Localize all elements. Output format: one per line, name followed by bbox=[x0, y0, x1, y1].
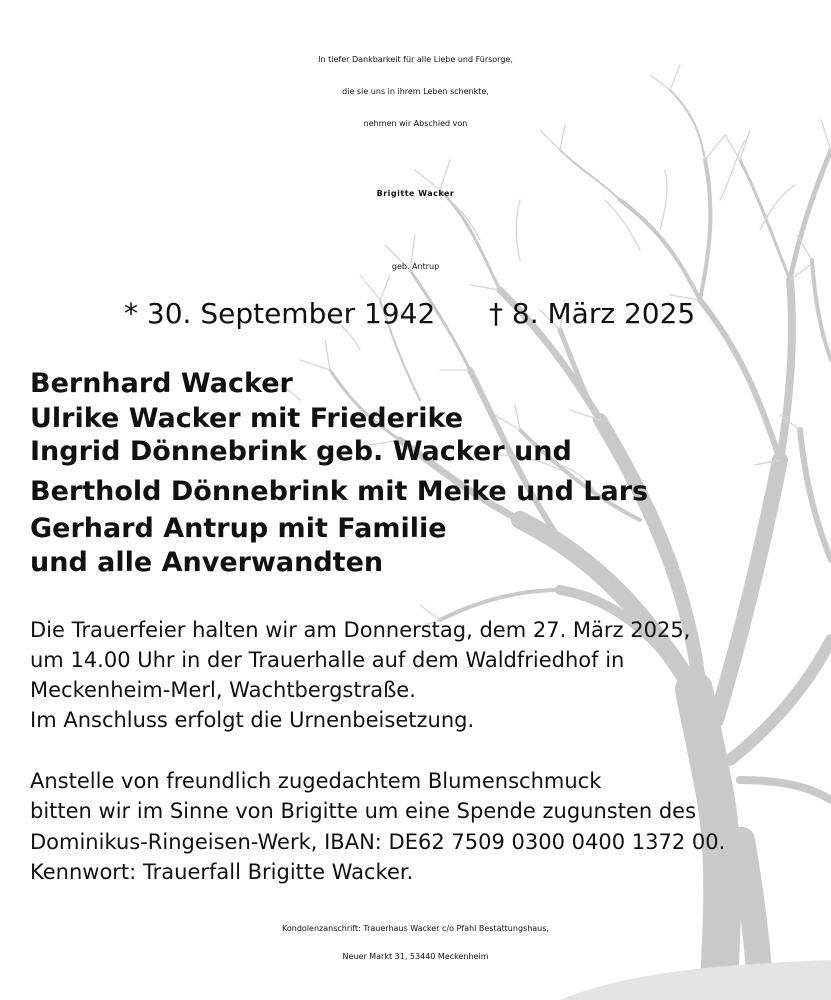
donation-line: bitten wir im Sinne von Brigitte um eine Spende zugunsten des bbox=[30, 799, 697, 823]
mourner-line: Bernhard Wacker bbox=[30, 368, 293, 399]
condolence-address-line: Kondolenzanschrift: Trauerhaus Wacker c/o Pfahl Bestattungshaus, bbox=[282, 924, 549, 933]
intro-line-3: nehmen wir Abschied von bbox=[363, 119, 468, 128]
donation-line: Dominikus-Ringeisen-Werk, IBAN: DE62 7509 0300 0400 1372 00. bbox=[30, 830, 726, 854]
intro-line-2: die sie uns in ihrem Leben schenkte, bbox=[342, 87, 489, 96]
ceremony-line: Im Anschluss erfolgt die Urnenbeisetzung. bbox=[30, 708, 475, 732]
donation-line: Anstelle von freundlich zugedachtem Blumenschmuck bbox=[30, 769, 602, 793]
ceremony-line: Meckenheim-Merl, Wachtbergstraße. bbox=[30, 678, 416, 702]
donation-line: Kennwort: Trauerfall Brigitte Wacker. bbox=[30, 860, 414, 884]
ceremony-line: um 14.00 Uhr in der Trauerhalle auf dem Waldfriedhof in bbox=[30, 648, 625, 672]
maiden-name: geb. Antrup bbox=[391, 262, 440, 271]
mourner-line: Gerhard Antrup mit Familie bbox=[30, 513, 447, 544]
mourner-line: und alle Anverwandten bbox=[30, 547, 384, 578]
death-date: † 8. März 2025 bbox=[489, 297, 696, 330]
mourner-line: Berthold Dönnebrink mit Meike und Lars bbox=[30, 476, 649, 507]
intro-line-1: In tiefer Dankbarkeit für alle Liebe und Fürsorge, bbox=[318, 55, 513, 64]
deceased-name: Brigitte Wacker bbox=[376, 189, 455, 198]
ceremony-line: Die Trauerfeier halten wir am Donnerstag, dem 27. März 2025, bbox=[30, 618, 691, 642]
birth-date: * 30. September 1942 bbox=[124, 297, 436, 330]
mourner-line: Ulrike Wacker mit Friederike bbox=[30, 403, 464, 434]
condolence-address-line: Neuer Markt 31, 53440 Meckenheim bbox=[342, 952, 489, 961]
mourner-line: Ingrid Dönnebrink geb. Wacker und bbox=[30, 436, 572, 467]
